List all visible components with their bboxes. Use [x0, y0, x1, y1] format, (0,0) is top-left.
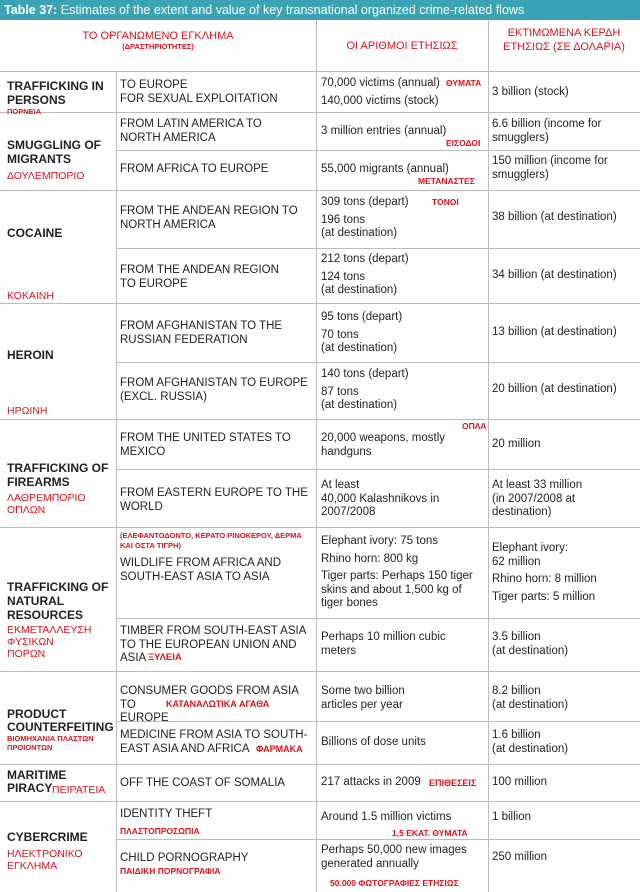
value-r6: 13 billion (at destination): [492, 326, 617, 338]
numbers-r10: [321, 535, 487, 611]
number-line: Tiger parts: Perhaps 150 tiger skins and about 1,500 kg of tiger bones: [321, 570, 473, 609]
number-line: Elephant ivory: 75 tons: [321, 535, 438, 547]
annotation-migrants: ΜΕΤΑΝΑΣΤΕΣ: [418, 176, 475, 186]
annotation-identity-theft: ΠΛΑΣΤΟΠΡΟΣΩΠΙΑ: [120, 826, 200, 836]
number-line: 70 tons (at destination): [321, 328, 398, 354]
table-number: Table 37:: [4, 3, 58, 17]
number-line: 140,000 victims (stock): [321, 94, 439, 107]
numbers-r15: Around 1.5 million victims: [321, 811, 452, 823]
annotation-million-victims: 1,5 ΕΚΑΤ. ΘΥΜΑΤΑ: [392, 828, 468, 838]
numbers-r11: Perhaps 10 million cubic meters: [321, 631, 446, 657]
numbers-r9: At least 40,000 Kalashnikovs in 2007/2008: [321, 479, 440, 518]
value-r16: 250 million: [492, 851, 547, 863]
number-line: 196 tons (at destination): [321, 213, 398, 239]
annotation-weapons: ΟΠΛΑ: [462, 421, 487, 431]
route-r12: CONSUMER GOODS FROM ASIA TO EUROPE: [120, 685, 299, 724]
route-r3: FROM AFRICA TO EUROPE: [120, 163, 269, 175]
value-r1: 3 billion (stock): [492, 86, 569, 98]
header-numbers: ΟΙ ΑΡΙΘΜΟΙ ΕΤΗΣΙΩΣ: [346, 40, 458, 52]
route-r1: TO EUROPE FOR SEXUAL EXPLOITATION: [120, 79, 278, 105]
value-r13: 1.6 billion (at destination): [492, 729, 569, 755]
value-r4: 38 billion (at destination): [492, 211, 617, 223]
route-r13: MEDICINE FROM ASIA TO SOUTH- EAST ASIA AND AFRICA: [120, 729, 308, 755]
route-r10: WILDLIFE FROM AFRICA AND SOUTH-EAST ASIA TO ASIA: [120, 557, 282, 583]
category-greek: ΒΙΟΜΗΧΑΝΙΑ ΠΛΑΣΤΩΝ ΠΡΟΙΟΝΤΩΝ: [7, 734, 94, 752]
category-heroin: HEROIN: [7, 348, 54, 362]
numbers-r5: [321, 253, 487, 298]
route-r16: CHILD PORNOGRAPHY: [120, 852, 249, 864]
number-line: 309 tons (depart): [321, 196, 409, 208]
route-r7: FROM AFGHANISTAN TO EUROPE (EXCL. RUSSIA): [120, 377, 308, 403]
numbers-r3: 55,000 migrants (annual): [321, 163, 449, 175]
category-piracy: MARITIME PIRACY: [7, 768, 67, 795]
category-name: TRAFFICKING OF FIREARMS: [7, 461, 109, 489]
category-counterfeiting: [7, 708, 115, 763]
category-name: TRAFFICKING IN PERSONS: [7, 79, 104, 107]
table-title-text: Estimates of the extent and value of key transnational organized crime-related flows: [60, 3, 525, 17]
route-r5: FROM THE ANDEAN REGION TO EUROPE: [120, 264, 279, 290]
annotation-child-porn: ΠΑΙΔΙΚΗ ΠΟΡΝΟΓΡΑΦΙΑ: [120, 866, 221, 876]
value-line: Rhino horn: 8 million: [492, 573, 597, 585]
annotation-attacks: ΕΠΙΘΕΣΕΙΣ: [429, 778, 477, 788]
value-r3: 150 million (income for smugglers): [492, 155, 608, 181]
category-greek: ΗΛΕΚΤΡΟΝΙΚΟ ΕΓΚΛΗΜΑ: [7, 848, 83, 872]
route-r9: FROM EASTERN EUROPE TO THE WORLD: [120, 487, 308, 513]
route-r14: OFF THE COAST OF SOMALIA: [120, 777, 286, 789]
numbers-r12: Some two billion articles per year: [321, 685, 405, 711]
route-r15: IDENTITY THEFT: [120, 808, 213, 820]
annotation-images: 50.000 ΦΩΤΟΓΡΑΦΙΕΣ ΕΤΗΣΙΩΣ: [330, 878, 459, 888]
number-line: 140 tons (depart): [321, 368, 409, 380]
value-r9: At least 33 million (in 2007/2008 at destination): [492, 479, 583, 518]
numbers-r8: 20,000 weapons, mostly handguns: [321, 432, 446, 458]
numbers-r4: [321, 196, 487, 241]
value-r14: 100 million: [492, 776, 547, 788]
annotation-medicine: ΦΑΡΜΑΚΑ: [256, 744, 303, 754]
value-r15: 1 billion: [492, 811, 531, 823]
annotation-victims: ΘΥΜΑΤΑ: [446, 78, 482, 88]
category-natural-resources: [7, 580, 115, 670]
route-r8: FROM THE UNITED STATES TO MEXICO: [120, 432, 291, 458]
category-trafficking-persons: [7, 79, 115, 116]
category-greek: ΔΟΥΛΕΜΠΟΡΙΟ: [7, 170, 85, 182]
category-cocaine: COCAINE: [7, 226, 63, 240]
table-title: [0, 0, 640, 20]
value-r12: 8.2 billion (at destination): [492, 685, 569, 711]
value-r5: 34 billion (at destination): [492, 269, 617, 281]
header-crime-sub: (ΔΡΑΣΤΗΡΙΟΤΗΤΕΣ): [122, 42, 194, 51]
category-piracy-greek: ΠΕΙΡΑΤΕΙΑ: [52, 784, 106, 796]
numbers-r6: [321, 311, 487, 356]
category-smuggling: [7, 138, 115, 188]
value-r2: 6.6 billion (income for smugglers): [492, 118, 602, 144]
category-greek: ΛΑΘΡΕΜΠΟΡΙΟ ΟΠΛΩΝ: [7, 492, 86, 516]
value-r7: 20 billion (at destination): [492, 383, 617, 395]
annotation-timber: ΞΥΛΕΙΑ: [148, 652, 182, 663]
numbers-r2: 3 million entries (annual): [321, 125, 447, 137]
route-r2: FROM LATIN AMERICA TO NORTH AMERICA: [120, 118, 262, 144]
header-profits: ΕΚΤΙΜΩΜΕΝΑ ΚΕΡΔΗ ΕΤΗΣΙΩΣ (ΣΕ ΔΟΛΑΡΙΑ): [503, 27, 625, 53]
numbers-r7: [321, 368, 487, 413]
category-name: CYBERCRIME: [7, 830, 88, 844]
number-line: Rhino horn: 800 kg: [321, 552, 419, 565]
annotation-consumer-goods: ΚΑΤΑΝΑΛΩΤΙΚΑ ΑΓΑΘΑ: [166, 699, 270, 709]
value-r11: 3.5 billion (at destination): [492, 631, 569, 657]
header-crime: [0, 30, 316, 70]
category-heroin-greek: ΗΡΩΙΝΗ: [7, 405, 48, 417]
route-r11: TIMBER FROM SOUTH-EAST ASIA TO THE EUROPEAN UNION AND ASIA: [120, 625, 307, 664]
value-r8: 20 million: [492, 438, 541, 450]
category-firearms: [7, 461, 115, 525]
value-r10: [492, 542, 639, 604]
number-line: 87 tons (at destination): [321, 385, 398, 411]
numbers-r16: Perhaps 50,000 new images generated annually: [321, 844, 467, 870]
annotation-entries: ΕΙΣΟΔΟΙ: [446, 138, 481, 148]
category-greek: ΕΚΜΕΤΑΛΛΕΥΣΗ ΦΥΣΙΚΩΝ ΠΟΡΩΝ: [7, 624, 92, 660]
number-line: 212 tons (depart): [321, 253, 409, 265]
category-name: TRAFFICKING OF NATURAL RESOURCES: [7, 580, 109, 622]
category-cocaine-greek: ΚΟΚΑΙΝΗ: [7, 290, 54, 302]
number-line: 70,000 victims (annual): [321, 77, 440, 89]
number-line: 95 tons (depart): [321, 311, 403, 323]
annotation-wildlife: (ΕΛΕΦΑΝΤΟΔΟΝΤΟ, ΚΕΡΑΤΟ ΡΙΝΟΚΕΡΟΥ, ΔΕΡΜΑ ΚΑΙ ΟΣΤΑ ΤΙΓΡΗ): [120, 531, 302, 550]
route-r6: FROM AFGHANISTAN TO THE RUSSIAN FEDERATION: [120, 320, 283, 346]
category-greek: ΠΟΡΝΕΙΑ: [7, 107, 42, 116]
category-name: SMUGGLING OF MIGRANTS: [7, 138, 101, 166]
numbers-r14: 217 attacks in 2009: [321, 776, 421, 788]
category-name: PRODUCT COUNTERFEITING: [7, 707, 114, 734]
number-line: 124 tons (at destination): [321, 270, 398, 296]
numbers-r13: Billions of dose units: [321, 736, 426, 748]
route-r4: FROM THE ANDEAN REGION TO NORTH AMERICA: [120, 205, 298, 231]
value-line: Tiger parts: 5 million: [492, 590, 596, 603]
category-cybercrime: [7, 830, 115, 890]
header-crime-label: ΤΟ ΟΡΓΑΝΩΜΕΝΟ ΕΓΚΛΗΜΑ: [82, 30, 234, 42]
value-line: Elephant ivory: 62 million: [492, 542, 569, 568]
annotation-tons: ΤΟΝΟΙ: [432, 197, 459, 207]
